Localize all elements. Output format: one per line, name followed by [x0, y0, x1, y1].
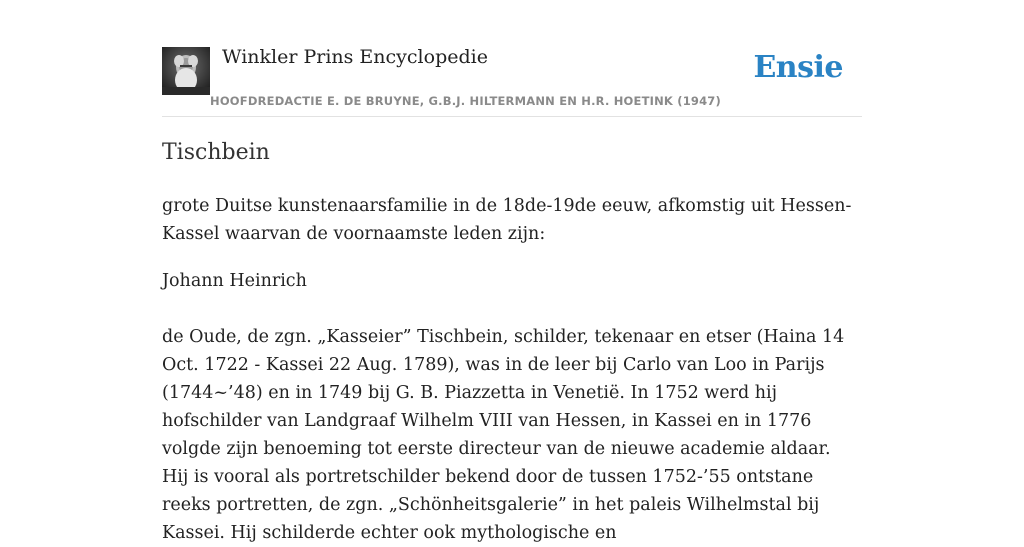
editorial-credits: HOOFDREDACTIE E. DE BRUYNE, G.B.J. HILTERMANN EN H.R. HOETINK (1947) [210, 94, 721, 108]
page [162, 0, 862, 543]
article-intro: grote Duitse kunstenaarsfamilie in de 18de-19de eeuw, afkomstig uit Hessen-Kassel waarvan de voornaamste leden zijn: [162, 196, 852, 244]
portrait-photo-icon[interactable] [162, 47, 210, 95]
article-body: de Oude, de zgn. „Kasseier” Tischbein, schilder, tekenaar en etser (Haina 14 Oct. 1722 - Kassei 22 Aug. 1789), was in de leer bij Carlo van Loo in Parijs (1744~’48) en in 1749 bij G. B. Piazzetta in Venetië. In 1752 werd hij hofschilder van Landgraaf Wilhelm VIII van Hessen, in Kassei en in 1776 volgde zijn benoeming tot eerste directeur van de nieuwe academie aldaar. Hij is vooral als portretschilder bekend door de tussen 1752-’55 ontstane reeks portretten, de zgn. „Schönheitsgalerie” in het paleis Wilhelmstal bij Kassei. Hij schilderde echter ook mythologische en [162, 327, 845, 543]
article-title: Tischbein [162, 140, 270, 165]
site-title[interactable]: Winkler Prins Encyclopedie [222, 46, 488, 68]
article-subject: Johann Heinrich [162, 271, 307, 291]
brand-logo[interactable]: Ensie [753, 50, 843, 85]
site-header [162, 0, 862, 117]
